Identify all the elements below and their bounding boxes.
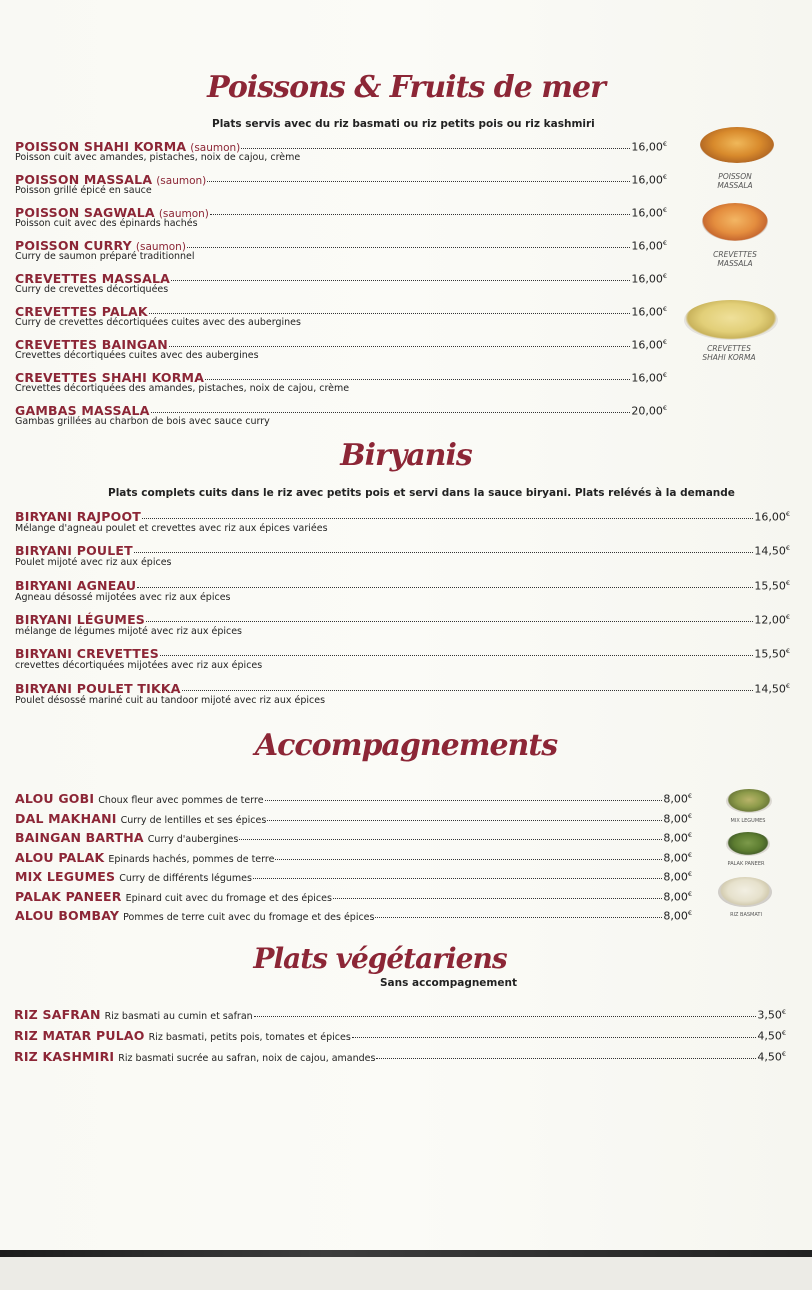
dot-leader: [149, 313, 631, 314]
price: 8,00€: [663, 792, 692, 806]
section-title-biryanis: Biryanis: [340, 438, 472, 473]
item-name: PALAK PANEER: [15, 888, 122, 904]
price: 16,00€: [631, 371, 667, 385]
dot-leader: [142, 518, 753, 519]
price: 8,00€: [663, 870, 692, 884]
item-description: Curry de différents légumes: [119, 872, 252, 884]
item-name: BIRYANI RAJPOOT: [15, 508, 142, 524]
price: 15,50€: [754, 647, 790, 661]
item-name: CREVETTES PALAK: [15, 303, 148, 319]
item-description: Mélange d'agneau poulet et crevettes avec riz aux épices variées: [15, 523, 328, 534]
item-name: POISSON SAGWALA: [15, 204, 155, 220]
dot-leader: [241, 148, 630, 149]
item-description: Curry de crevettes décortiquées: [15, 284, 169, 295]
dot-leader: [169, 346, 630, 347]
menu-item-row: [15, 644, 790, 659]
menu-item-row: [14, 1047, 786, 1062]
dot-leader: [267, 820, 662, 821]
dot-leader: [171, 280, 630, 281]
item-description: crevettes décortiquées mijotées avec riz aux épices: [15, 660, 263, 671]
item-name: CREVETTES MASSALA: [15, 270, 171, 286]
price: 8,00€: [663, 851, 692, 865]
dot-leader: [333, 898, 662, 899]
item-description: Epinard cuit avec du fromage et des épices: [125, 892, 332, 904]
dot-leader: [275, 859, 662, 860]
price: 8,00€: [663, 909, 692, 923]
menu-item-row: [15, 170, 667, 185]
dot-leader: [134, 552, 753, 553]
section-subtitle-veg: Sans accompagnement: [380, 977, 517, 989]
menu-item-row: [15, 809, 692, 824]
dot-leader: [239, 839, 662, 840]
item-name: CREVETTES SHAHI KORMA: [15, 369, 205, 385]
menu-item-row: [15, 401, 667, 416]
dot-leader: [205, 379, 630, 380]
menu-item-row: [15, 137, 667, 152]
crevettes-shahi-korma-caption: CREVETTES SHAHI KORMA: [702, 344, 756, 362]
price: 14,50€: [754, 544, 790, 558]
item-description: Pommes de terre cuit avec du fromage et des épices: [123, 911, 375, 923]
item-description: Riz basmati sucrée au safran, noix de cajou, amandes: [118, 1052, 376, 1064]
item-description: Curry de lentilles et ses épices: [120, 814, 267, 826]
item-name: POISSON MASSALA: [15, 171, 153, 187]
riz-basmati-photo: [718, 877, 772, 907]
item-name: MIX LEGUMES: [15, 868, 116, 884]
item-description: Poisson grillé épicé en sauce: [15, 185, 152, 196]
menu-item-row: [14, 1026, 786, 1041]
price: 4,50€: [757, 1050, 786, 1064]
item-description: Poulet désossé mariné cuit au tandoor mijoté avec riz aux épices: [15, 695, 326, 706]
price: 3,50€: [757, 1008, 786, 1022]
item-name: RIZ MATAR PULAO: [14, 1027, 145, 1043]
price: 16,00€: [631, 305, 667, 319]
price: 16,00€: [631, 239, 667, 253]
menu-item-row: [15, 541, 790, 556]
palak-paneer-caption: PALAK PANEER: [727, 861, 765, 867]
dot-leader: [210, 214, 630, 215]
item-description: Crevettes décortiquées cuites avec des aubergines: [15, 350, 259, 361]
menu-item-row: [15, 867, 692, 882]
section-title-seafood: Poissons & Fruits de mer: [207, 70, 605, 105]
price: 12,00€: [754, 613, 790, 627]
item-description: Epinards hachés, pommes de terre: [108, 853, 275, 865]
dot-leader: [146, 621, 753, 622]
crevettes-massala-photo: [702, 203, 768, 241]
dot-leader: [253, 878, 662, 879]
menu-item-row: [15, 335, 667, 350]
menu-item-row: [15, 576, 790, 591]
menu-item-row: [15, 828, 692, 843]
poisson-massala-caption: POISSON MASSALA: [717, 172, 753, 190]
menu-item-row: [15, 906, 692, 921]
item-name: BIRYANI AGNEAU: [15, 577, 137, 593]
item-name: ALOU GOBI: [15, 790, 95, 806]
dot-leader: [352, 1037, 757, 1038]
dot-leader: [375, 917, 662, 918]
price: 8,00€: [663, 890, 692, 904]
dot-leader: [187, 247, 630, 248]
menu-item-row: [15, 848, 692, 863]
item-description: Gambas grillées au charbon de bois avec sauce curry: [15, 416, 270, 427]
price: 16,00€: [631, 206, 667, 220]
section-subtitle-seafood: Plats servis avec du riz basmati ou riz petits pois ou riz kashmiri: [212, 118, 595, 130]
menu-item-row: [15, 236, 667, 251]
item-description: Riz basmati au cumin et safran: [104, 1010, 253, 1022]
dot-leader: [182, 690, 754, 691]
item-description: Poisson cuit avec des épinards hachés: [15, 218, 198, 229]
item-note: (saumon): [190, 141, 241, 154]
item-note: (saumon): [156, 174, 207, 187]
menu-item-row: [15, 610, 790, 625]
section-title-veg: Plats végétariens: [253, 942, 507, 975]
poisson-massala-photo: [700, 127, 774, 163]
price: 4,50€: [757, 1029, 786, 1043]
dot-leader: [151, 412, 631, 413]
mix-legumes-caption: MIX LEGUMES: [730, 818, 766, 824]
price: 14,50€: [754, 682, 790, 696]
price: 16,00€: [631, 173, 667, 187]
item-name: DAL MAKHANI: [15, 810, 117, 826]
menu-item-row: [15, 203, 667, 218]
item-description: mélange de légumes mijoté avec riz aux épices: [15, 626, 243, 637]
bottom-edge-bar: [0, 1250, 812, 1257]
riz-basmati-caption: RIZ BASMATI: [730, 912, 762, 918]
item-name: GAMBAS MASSALA: [15, 402, 150, 418]
dot-leader: [160, 655, 753, 656]
item-name: RIZ KASHMIRI: [14, 1048, 115, 1064]
dot-leader: [207, 181, 630, 182]
menu-item-row: [15, 789, 692, 804]
item-description: Crevettes décortiquées des amandes, pistaches, noix de cajou, crème: [15, 383, 350, 394]
palak-paneer-photo: [726, 832, 770, 856]
dot-leader: [265, 800, 663, 801]
section-title-sides: Accompagnements: [254, 728, 558, 763]
dot-leader: [254, 1016, 757, 1017]
item-name: BIRYANI LÉGUMES: [15, 611, 146, 627]
item-description: Curry d'aubergines: [147, 833, 239, 845]
item-description: Curry de saumon préparé traditionnel: [15, 251, 195, 262]
menu-item-row: [15, 269, 667, 284]
menu-item-row: [15, 887, 692, 902]
item-name: BIRYANI CREVETTES: [15, 645, 159, 661]
item-name: BAINGAN BARTHA: [15, 829, 144, 845]
crevettes-massala-caption: CREVETTES MASSALA: [713, 250, 757, 268]
crevettes-shahi-korma-photo: [684, 300, 778, 340]
item-name: ALOU BOMBAY: [15, 907, 120, 923]
item-name: POISSON SHAHI KORMA: [15, 138, 187, 154]
item-description: Riz basmati, petits pois, tomates et épices: [148, 1031, 351, 1043]
dot-leader: [137, 587, 753, 588]
price: 20,00€: [631, 404, 667, 418]
item-name: BIRYANI POULET: [15, 542, 133, 558]
item-description: Choux fleur avec pommes de terre: [98, 794, 264, 806]
mix-legumes-photo: [726, 789, 772, 813]
menu-item-row: [15, 368, 667, 383]
item-note: (saumon): [135, 240, 186, 253]
item-name: CREVETTES BAINGAN: [15, 336, 168, 352]
item-description: Poulet mijoté avec riz aux épices: [15, 557, 172, 568]
price: 15,50€: [754, 579, 790, 593]
menu-item-row: [15, 679, 790, 694]
menu-item-row: [14, 1005, 786, 1020]
price: 16,00€: [754, 510, 790, 524]
price: 8,00€: [663, 812, 692, 826]
item-name: RIZ SAFRAN: [14, 1006, 101, 1022]
item-note: (saumon): [158, 207, 209, 220]
price: 16,00€: [631, 272, 667, 286]
item-name: BIRYANI POULET TIKKA: [15, 680, 181, 696]
dot-leader: [376, 1058, 756, 1059]
menu-item-row: [15, 507, 790, 522]
item-description: Agneau désossé mijotées avec riz aux épices: [15, 592, 231, 603]
price: 8,00€: [663, 831, 692, 845]
item-name: POISSON CURRY: [15, 237, 132, 253]
item-name: ALOU PALAK: [15, 849, 105, 865]
price: 16,00€: [631, 140, 667, 154]
item-description: Poisson cuit avec amandes, pistaches, noix de cajou, crème: [15, 152, 301, 163]
menu-item-row: [15, 302, 667, 317]
section-subtitle-biryanis: Plats complets cuits dans le riz avec petits pois et servi dans la sauce biryani. Plats relévés à la demande: [108, 487, 735, 499]
price: 16,00€: [631, 338, 667, 352]
item-description: Curry de crevettes décortiquées cuites avec des aubergines: [15, 317, 301, 328]
